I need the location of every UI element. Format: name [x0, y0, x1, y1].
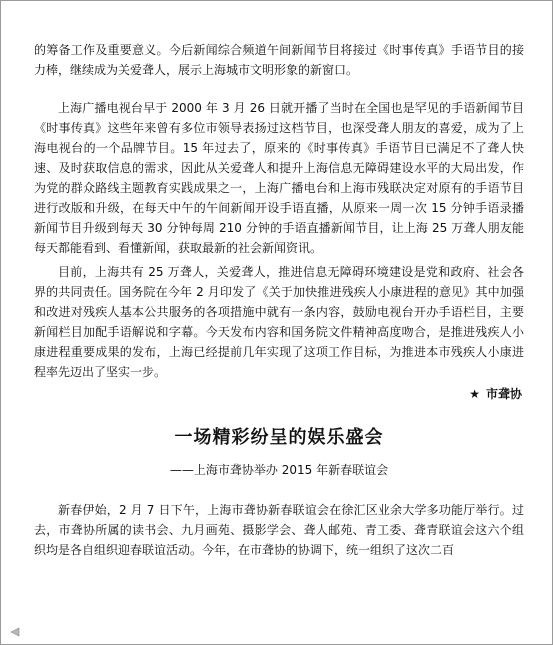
article2-subtitle: ——上海市聋协举办 2015 年新春联谊会: [169, 463, 389, 477]
article2-title: 一场精彩纷呈的娱乐盛会: [174, 427, 384, 448]
back-arrow-icon[interactable]: [10, 622, 20, 632]
article1-paragraph-3: 目前，上海共有 25 万聋人，关爱聋人，推进信息无障碍环境建设是党和政府、社会各界的共同责任。国务院在今年 2 月印发了《关于加快推进残疾人小康进程的意见》其中加强和改进对残疾人基本公共服务的各项措施中就有一条内容，鼓励电视台开办手语栏目，主要新闻栏目加配手语解说和字幕。今天发布内容和国务院文件精神高度吻合，是推进残疾人小康进程重要成果的发布，上海已经提前几年实现了这项工作目标，为推进本市残疾人小康进程率先迈出了坚实一步。: [34, 265, 524, 379]
article2-paragraph-1: 新春伊始，2 月 7 日下午，上海市聋协新春联谊会在徐汇区业余大学多功能厅举行。过去，市聋协所属的读书会、九月画苑、摄影学会、聋人邮苑、青工委、聋青联谊会这六个组织均是各自组织迎春联谊活动。今年，在市聋协的协调下，统一组织了这次二百: [34, 503, 524, 557]
article1-signature: [469, 386, 522, 402]
signature-text: 市聋协: [485, 387, 522, 401]
article1-paragraph-1: 的筹备工作及重要意义。今后新闻综合频道午间新闻节目将接过《时事传真》手语节目的接力棒，继续成为关爱聋人，展示上海城市文明形象的新窗口。: [34, 43, 524, 77]
article1-paragraph-2: 上海广播电视台早于 2000 年 3 月 26 日就开播了当时在全国也是罕见的手语新闻节目《时事传真》这些年来曾有多位市领导表扬过这档节目，也深受聋人朋友的喜爱，成为了上海电视台的一个品牌节目。15 年过去了，原来的《时事传真》手语节目已满足不了聋人快速、及时获取信息的需求，因此从关爱聋人和提升上海信息无障碍建设水平的大局出发，作为党的群众路线主题教育实践成果之一，上海广播电台和上海市残联决定对原有的手语节目进行改版和升级，在每天中午的午间新闻开设手语直播，从原来一周一次 15 分钟手语录播新闻节目升级到每天 30 分钟每周 210 分钟的手语直播新闻节目，让上海 25 万聋人朋友能每天都能看到、看懂新闻，获取最新的社会新闻资讯。: [34, 101, 524, 255]
star-icon: ★: [469, 387, 480, 401]
